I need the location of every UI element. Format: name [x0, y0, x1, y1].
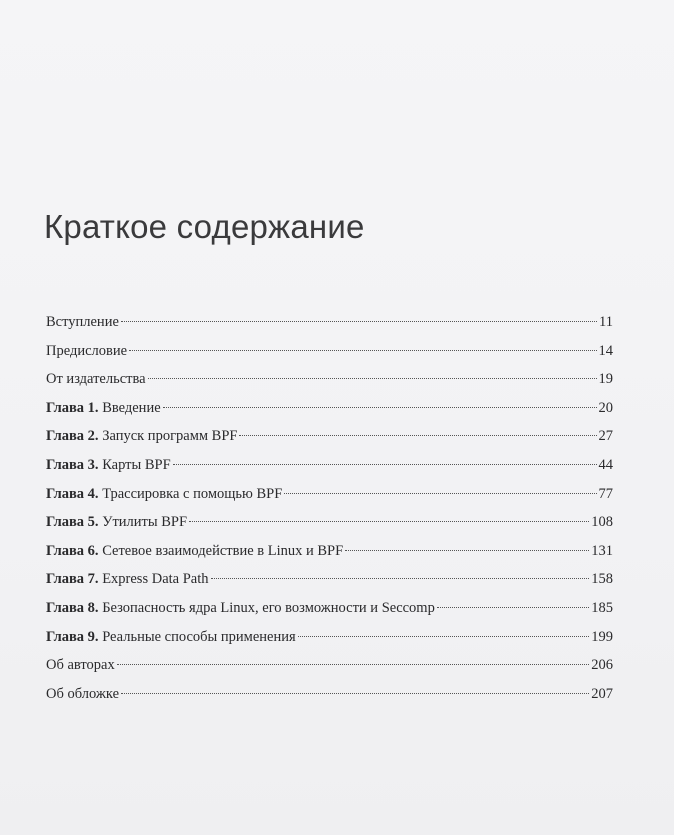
toc-chapter-number: Глава 6. — [46, 542, 99, 559]
toc-entry-label — [46, 537, 343, 566]
toc-entry — [46, 594, 613, 623]
toc-entry — [46, 394, 613, 423]
toc-chapter-number: Глава 1. — [46, 399, 99, 416]
toc-entry — [46, 365, 613, 394]
toc-entry-label — [46, 365, 146, 394]
toc-entry-label — [46, 480, 282, 509]
toc-entry-label — [46, 422, 237, 451]
toc-page-number: 19 — [598, 371, 613, 388]
toc-chapter-number: Глава 3. — [46, 456, 99, 473]
dot-leader — [211, 578, 590, 579]
toc-page-number: 206 — [591, 657, 613, 674]
toc-entry — [46, 680, 613, 709]
toc-chapter-number: Глава 2. — [46, 428, 99, 445]
toc-chapter-number: Глава 8. — [46, 599, 99, 616]
toc-entry-title: От издательства — [46, 371, 146, 388]
toc-entry-label — [46, 508, 187, 537]
dot-leader — [121, 693, 589, 694]
dot-leader — [437, 607, 589, 608]
toc-chapter-number: Глава 7. — [46, 571, 99, 588]
toc-entry — [46, 308, 613, 337]
dot-leader — [239, 435, 596, 436]
toc-page-number: 108 — [591, 514, 613, 531]
toc-page-number: 27 — [598, 428, 613, 445]
toc-entry-title: Введение — [102, 399, 161, 416]
toc-page-number: 14 — [598, 342, 613, 359]
toc-entry-label — [46, 680, 119, 709]
toc-page-number: 207 — [591, 685, 613, 702]
toc-entry-title: Карты BPF — [102, 456, 171, 473]
toc-entry — [46, 337, 613, 366]
dot-leader — [284, 493, 596, 494]
dot-leader — [189, 521, 589, 522]
toc-entry-label — [46, 651, 115, 680]
page-title: Краткое содержание — [44, 208, 365, 246]
toc-entry-title: Об авторах — [46, 657, 115, 674]
toc-entry-label — [46, 337, 127, 366]
toc-entry-title: Утилиты BPF — [102, 514, 188, 531]
dot-leader — [173, 464, 597, 465]
toc-entry — [46, 651, 613, 680]
toc-entry — [46, 508, 613, 537]
toc-entry-label — [46, 394, 161, 423]
toc-entry-title: Трассировка с помощью BPF — [102, 485, 283, 502]
table-of-contents — [46, 308, 613, 708]
dot-leader — [163, 407, 597, 408]
toc-page-number: 199 — [591, 628, 613, 645]
toc-page-number: 185 — [591, 599, 613, 616]
toc-entry — [46, 537, 613, 566]
toc-entry-title: Express Data Path — [102, 571, 209, 588]
dot-leader — [298, 636, 590, 637]
toc-entry-label — [46, 308, 119, 337]
toc-page-number: 131 — [591, 542, 613, 559]
toc-page-number: 44 — [598, 456, 613, 473]
toc-page-number: 11 — [599, 314, 613, 330]
dot-leader — [148, 378, 597, 379]
toc-chapter-number: Глава 9. — [46, 628, 99, 645]
toc-entry-title: Предисловие — [46, 342, 128, 359]
dot-leader — [129, 350, 596, 351]
toc-entry — [46, 422, 613, 451]
toc-entry-title: Реальные способы применения — [102, 628, 296, 645]
toc-entry-title: Об обложке — [46, 685, 120, 702]
toc-page-number: 158 — [591, 571, 613, 588]
dot-leader — [121, 321, 597, 322]
toc-entry-label — [46, 594, 435, 623]
toc-entry — [46, 565, 613, 594]
toc-entry-title: Вступление — [46, 314, 119, 330]
dot-leader — [117, 664, 590, 665]
toc-entry — [46, 623, 613, 652]
toc-page-number: 77 — [598, 485, 613, 502]
toc-entry-label — [46, 451, 171, 480]
toc-entry-title: Сетевое взаимодействие в Linux и BPF — [102, 542, 344, 559]
toc-page-number: 20 — [598, 399, 613, 416]
toc-entry-label — [46, 623, 296, 652]
dot-leader — [345, 550, 589, 551]
toc-chapter-number: Глава 5. — [46, 514, 99, 531]
toc-entry — [46, 451, 613, 480]
toc-entry — [46, 480, 613, 509]
toc-entry-title: Запуск программ BPF — [102, 428, 238, 445]
toc-entry-label — [46, 565, 209, 594]
toc-chapter-number: Глава 4. — [46, 485, 99, 502]
toc-entry-title: Безопасность ядра Linux, его возможности и Seccomp — [102, 599, 435, 616]
